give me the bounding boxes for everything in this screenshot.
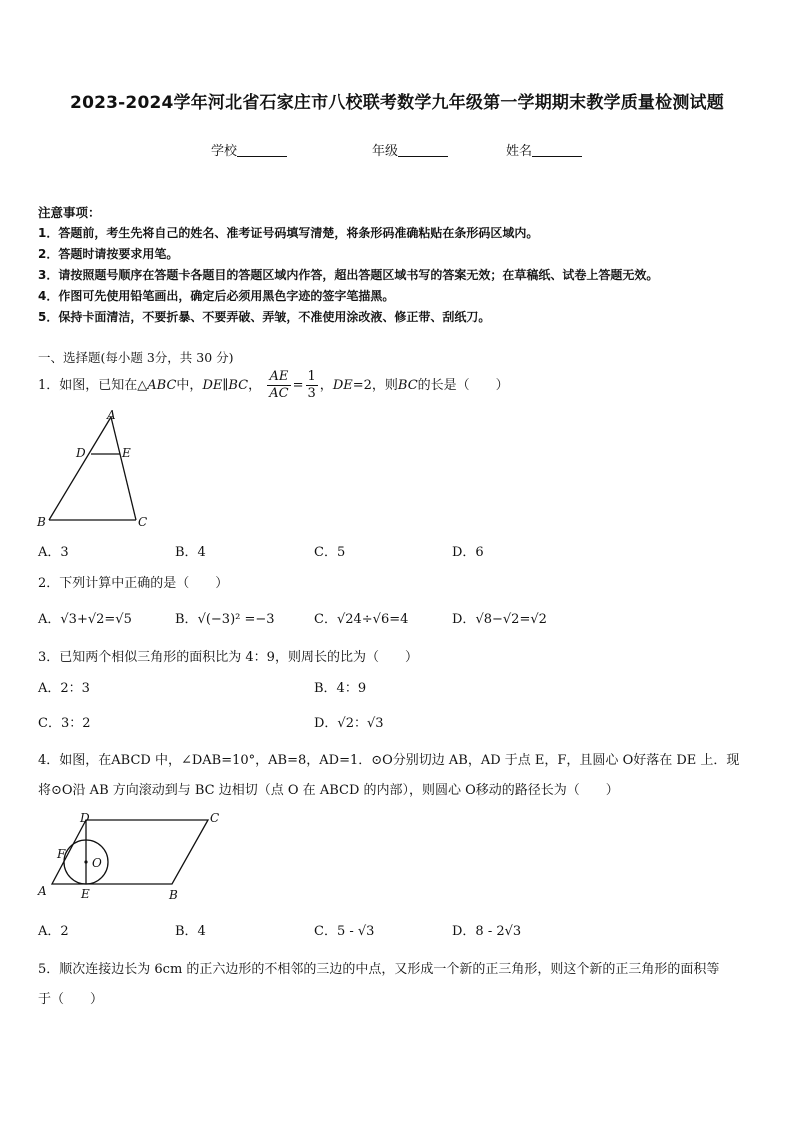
q1-option-c: C．5 bbox=[314, 545, 346, 560]
note-item: 3．请按照题号顺序在答题卡各题目的答题区域内作答，超出答题区域书写的答案无效；在草稿纸、试卷上答题无效。 bbox=[38, 268, 659, 282]
section-heading: 一、选择题(每小题 3分，共 30 分) bbox=[38, 350, 234, 365]
q1-option-b: B．4 bbox=[175, 545, 206, 560]
note-item: 2．答题时请按要求用笔。 bbox=[38, 247, 179, 261]
q3-option-c: C．3：2 bbox=[38, 716, 91, 731]
parallelogram-figure bbox=[30, 808, 240, 903]
question-5-line-1: 5．顺次连接边长为 6cm 的正六边形的不相邻的三边的中点，又形成一个新的正三角形，则这个新的正三角形的面积等 bbox=[38, 962, 720, 977]
edge-ac bbox=[111, 417, 136, 520]
school-label: 学校 bbox=[211, 144, 238, 159]
fraction-ae-ac: $\frac{AE}{AC}$ bbox=[269, 369, 289, 401]
label-b: B bbox=[169, 888, 178, 902]
school-field bbox=[211, 140, 287, 159]
q4-option-b: B．4 bbox=[175, 924, 206, 939]
grade-label: 年级 bbox=[372, 144, 399, 159]
label-e: E bbox=[81, 887, 90, 901]
fraction-one-third: $\frac{1}{3}$ bbox=[307, 369, 316, 401]
name-field bbox=[506, 140, 582, 159]
note-item: 1．答题前，考生先将自己的姓名、准考证号码填写清楚，将条形码准确粘贴在条形码区域内。 bbox=[38, 226, 539, 240]
question-3-stem: 3．已知两个相似三角形的面积比为 4：9，则周长的比为（ ） bbox=[38, 650, 418, 665]
grade-blank bbox=[398, 142, 448, 157]
grade-field bbox=[372, 140, 448, 159]
label-f: F bbox=[57, 847, 66, 861]
q1-option-a: A．3 bbox=[38, 545, 69, 560]
note-item: 5．保持卡面清洁，不要折暴、不要弄破、弄皱，不准使用涂改液、修正带、刮纸刀。 bbox=[38, 310, 491, 324]
q3-option-d: D．√2：√3 bbox=[314, 716, 384, 731]
question-4-line-1: 4．如图，在ABCD 中，∠DAB=10°，AB=8，AD=1．⊙O分别切边 AB，AD 于点 E，F，且圆心 O好落在 DE 上．现 bbox=[38, 753, 740, 768]
q4-option-d: D．8 - 2√3 bbox=[452, 924, 522, 939]
center-o bbox=[84, 860, 87, 863]
name-blank bbox=[532, 142, 582, 157]
question-2-stem: 2．下列计算中正确的是（ ） bbox=[38, 576, 229, 591]
exam-title: 2023-2024学年河北省石家庄市八校联考数学九年级第一学期期末教学质量检测试题 bbox=[70, 93, 724, 113]
label-b: B bbox=[37, 515, 46, 529]
question-1-stem: 1．如图，已知在△ABC中，DE∥BC， $\frac{AE}{AC}$ = $\frac{1}{3}$ ，DE=2，则BC的长是（ ） bbox=[38, 369, 509, 401]
name-label: 姓名 bbox=[506, 144, 533, 159]
label-d: D bbox=[80, 811, 90, 825]
q2-option-d: D．√8−√2=√2 bbox=[452, 612, 547, 627]
q4-option-c: C．5 - √3 bbox=[314, 924, 375, 939]
label-a: A bbox=[38, 884, 47, 898]
school-blank bbox=[237, 142, 287, 157]
q1-option-d: D．6 bbox=[452, 545, 484, 560]
q2-option-c: C．√24÷√6=4 bbox=[314, 612, 409, 627]
q2-option-a: A．√3+√2=√5 bbox=[38, 612, 132, 627]
notes-list bbox=[38, 223, 768, 328]
notes-title: 注意事项： bbox=[38, 205, 101, 220]
student-info-row bbox=[0, 140, 794, 160]
question-4-line-2: 将⊙O沿 AB 方向滚动到与 BC 边相切（点 O 在 ABCD 的内部），则圆心 O移动的路径长为（ ） bbox=[38, 783, 619, 798]
question-5-line-2: 于（ ） bbox=[38, 992, 104, 1007]
q3-option-b: B．4：9 bbox=[314, 681, 367, 696]
label-c: C bbox=[210, 811, 220, 825]
label-d: D bbox=[76, 446, 86, 460]
q3-option-a: A．2：3 bbox=[38, 681, 90, 696]
parallelogram-abcd bbox=[52, 820, 208, 884]
label-e: E bbox=[122, 446, 131, 460]
label-o: O bbox=[92, 856, 102, 870]
label-c: C bbox=[138, 515, 148, 529]
edge-ab bbox=[49, 417, 111, 520]
label-a: A bbox=[107, 408, 116, 422]
note-item: 4．作图可先使用铅笔画出，确定后必须用黑色字迹的签字笔描黑。 bbox=[38, 289, 395, 303]
triangle-figure bbox=[30, 405, 160, 535]
q2-option-b: B．√(−3)² =−3 bbox=[175, 612, 275, 627]
q4-option-a: A．2 bbox=[38, 924, 69, 939]
